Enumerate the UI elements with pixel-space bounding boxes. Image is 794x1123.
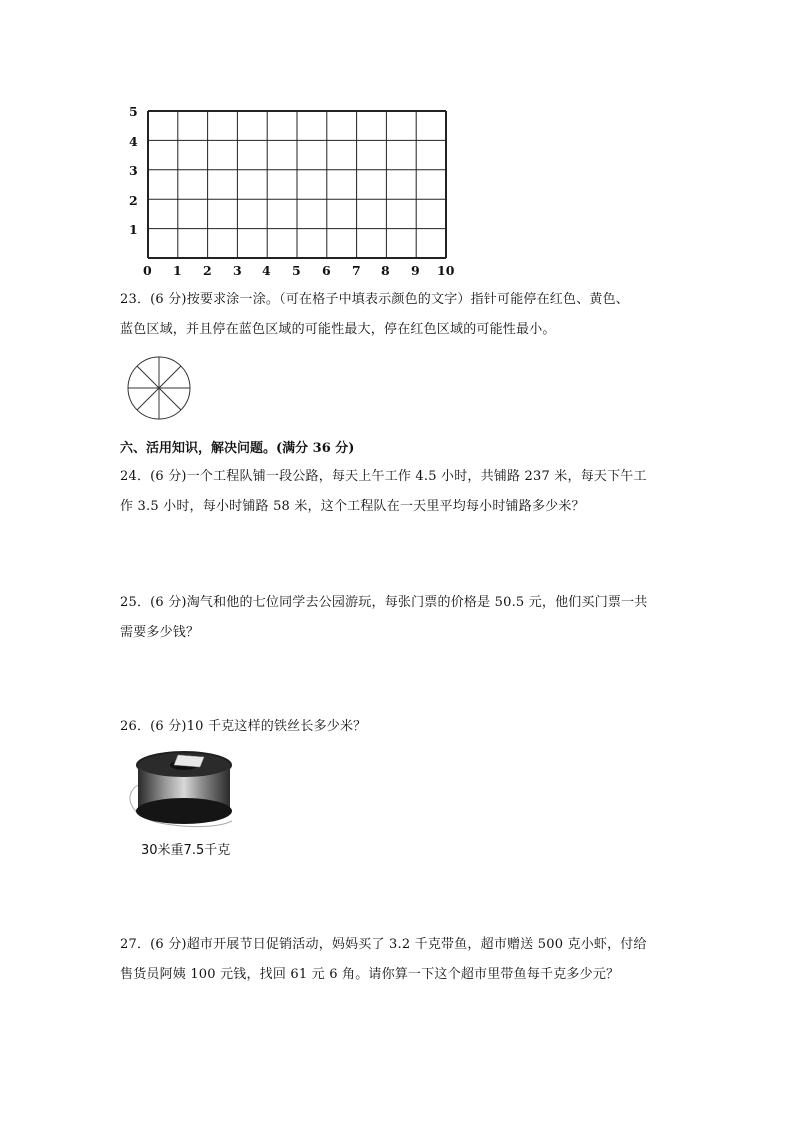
y-label-2: 2	[129, 193, 138, 208]
coordinate-grid	[120, 100, 465, 285]
x-label-2: 2	[203, 263, 212, 278]
spinner-circle	[126, 355, 192, 425]
y-label-5: 5	[129, 104, 138, 119]
y-label-4: 4	[129, 134, 138, 149]
q24-line2: 作 3.5 小时，每小时铺路 58 米，这个工程队在一天里平均每小时铺路多少米？	[120, 499, 585, 514]
q24-line1: 24．(6 分)一个工程队铺一段公路，每天上午工作 4.5 小时，共铺路 237 米，每天下午工	[120, 469, 647, 484]
y-label-3: 3	[129, 163, 138, 178]
section-6-heading: 六、活用知识，解决问题。(满分 36 分)	[120, 441, 355, 456]
q23-line1: 23．(6 分)按要求涂一涂。（可在格子中填表示颜色的文字）指针可能停在红色、黄色、	[120, 292, 629, 307]
wire-spool-caption: 30米重7.5千克	[141, 843, 231, 858]
q23-line2: 蓝色区域，并且停在蓝色区域的可能性最大，停在红色区域的可能性最小。	[120, 322, 556, 337]
grid-svg	[120, 100, 465, 285]
x-label-8: 8	[381, 263, 390, 278]
x-label-7: 7	[352, 263, 361, 278]
x-label-10: 10	[437, 263, 455, 278]
y-label-1: 1	[129, 222, 138, 237]
q26-line1: 26．(6 分)10 千克这样的铁丝长多少米？	[120, 719, 367, 734]
q25-line2: 需要多少钱？	[120, 625, 200, 640]
q27-line2: 售货员阿姨 100 元钱，找回 61 元 6 角。请你算一下这个超市里带鱼每千克多少元？	[120, 967, 620, 982]
wire-spool-svg	[120, 745, 245, 835]
x-label-9: 9	[411, 263, 420, 278]
wire-spool-image	[120, 745, 245, 839]
x-label-4: 4	[262, 263, 271, 278]
q27-line1: 27．(6 分)超市开展节日促销活动，妈妈买了 3.2 千克带鱼，超市赠送 500 克小虾，付给	[120, 937, 647, 952]
q25-line1: 25．(6 分)淘气和他的七位同学去公园游玩，每张门票的价格是 50.5 元，他们买门票一共	[120, 595, 648, 610]
x-label-3: 3	[233, 263, 242, 278]
spinner-svg	[126, 355, 192, 421]
x-label-1: 1	[173, 263, 182, 278]
x-label-6: 6	[322, 263, 331, 278]
x-label-0: 0	[143, 263, 152, 278]
x-label-5: 5	[292, 263, 301, 278]
